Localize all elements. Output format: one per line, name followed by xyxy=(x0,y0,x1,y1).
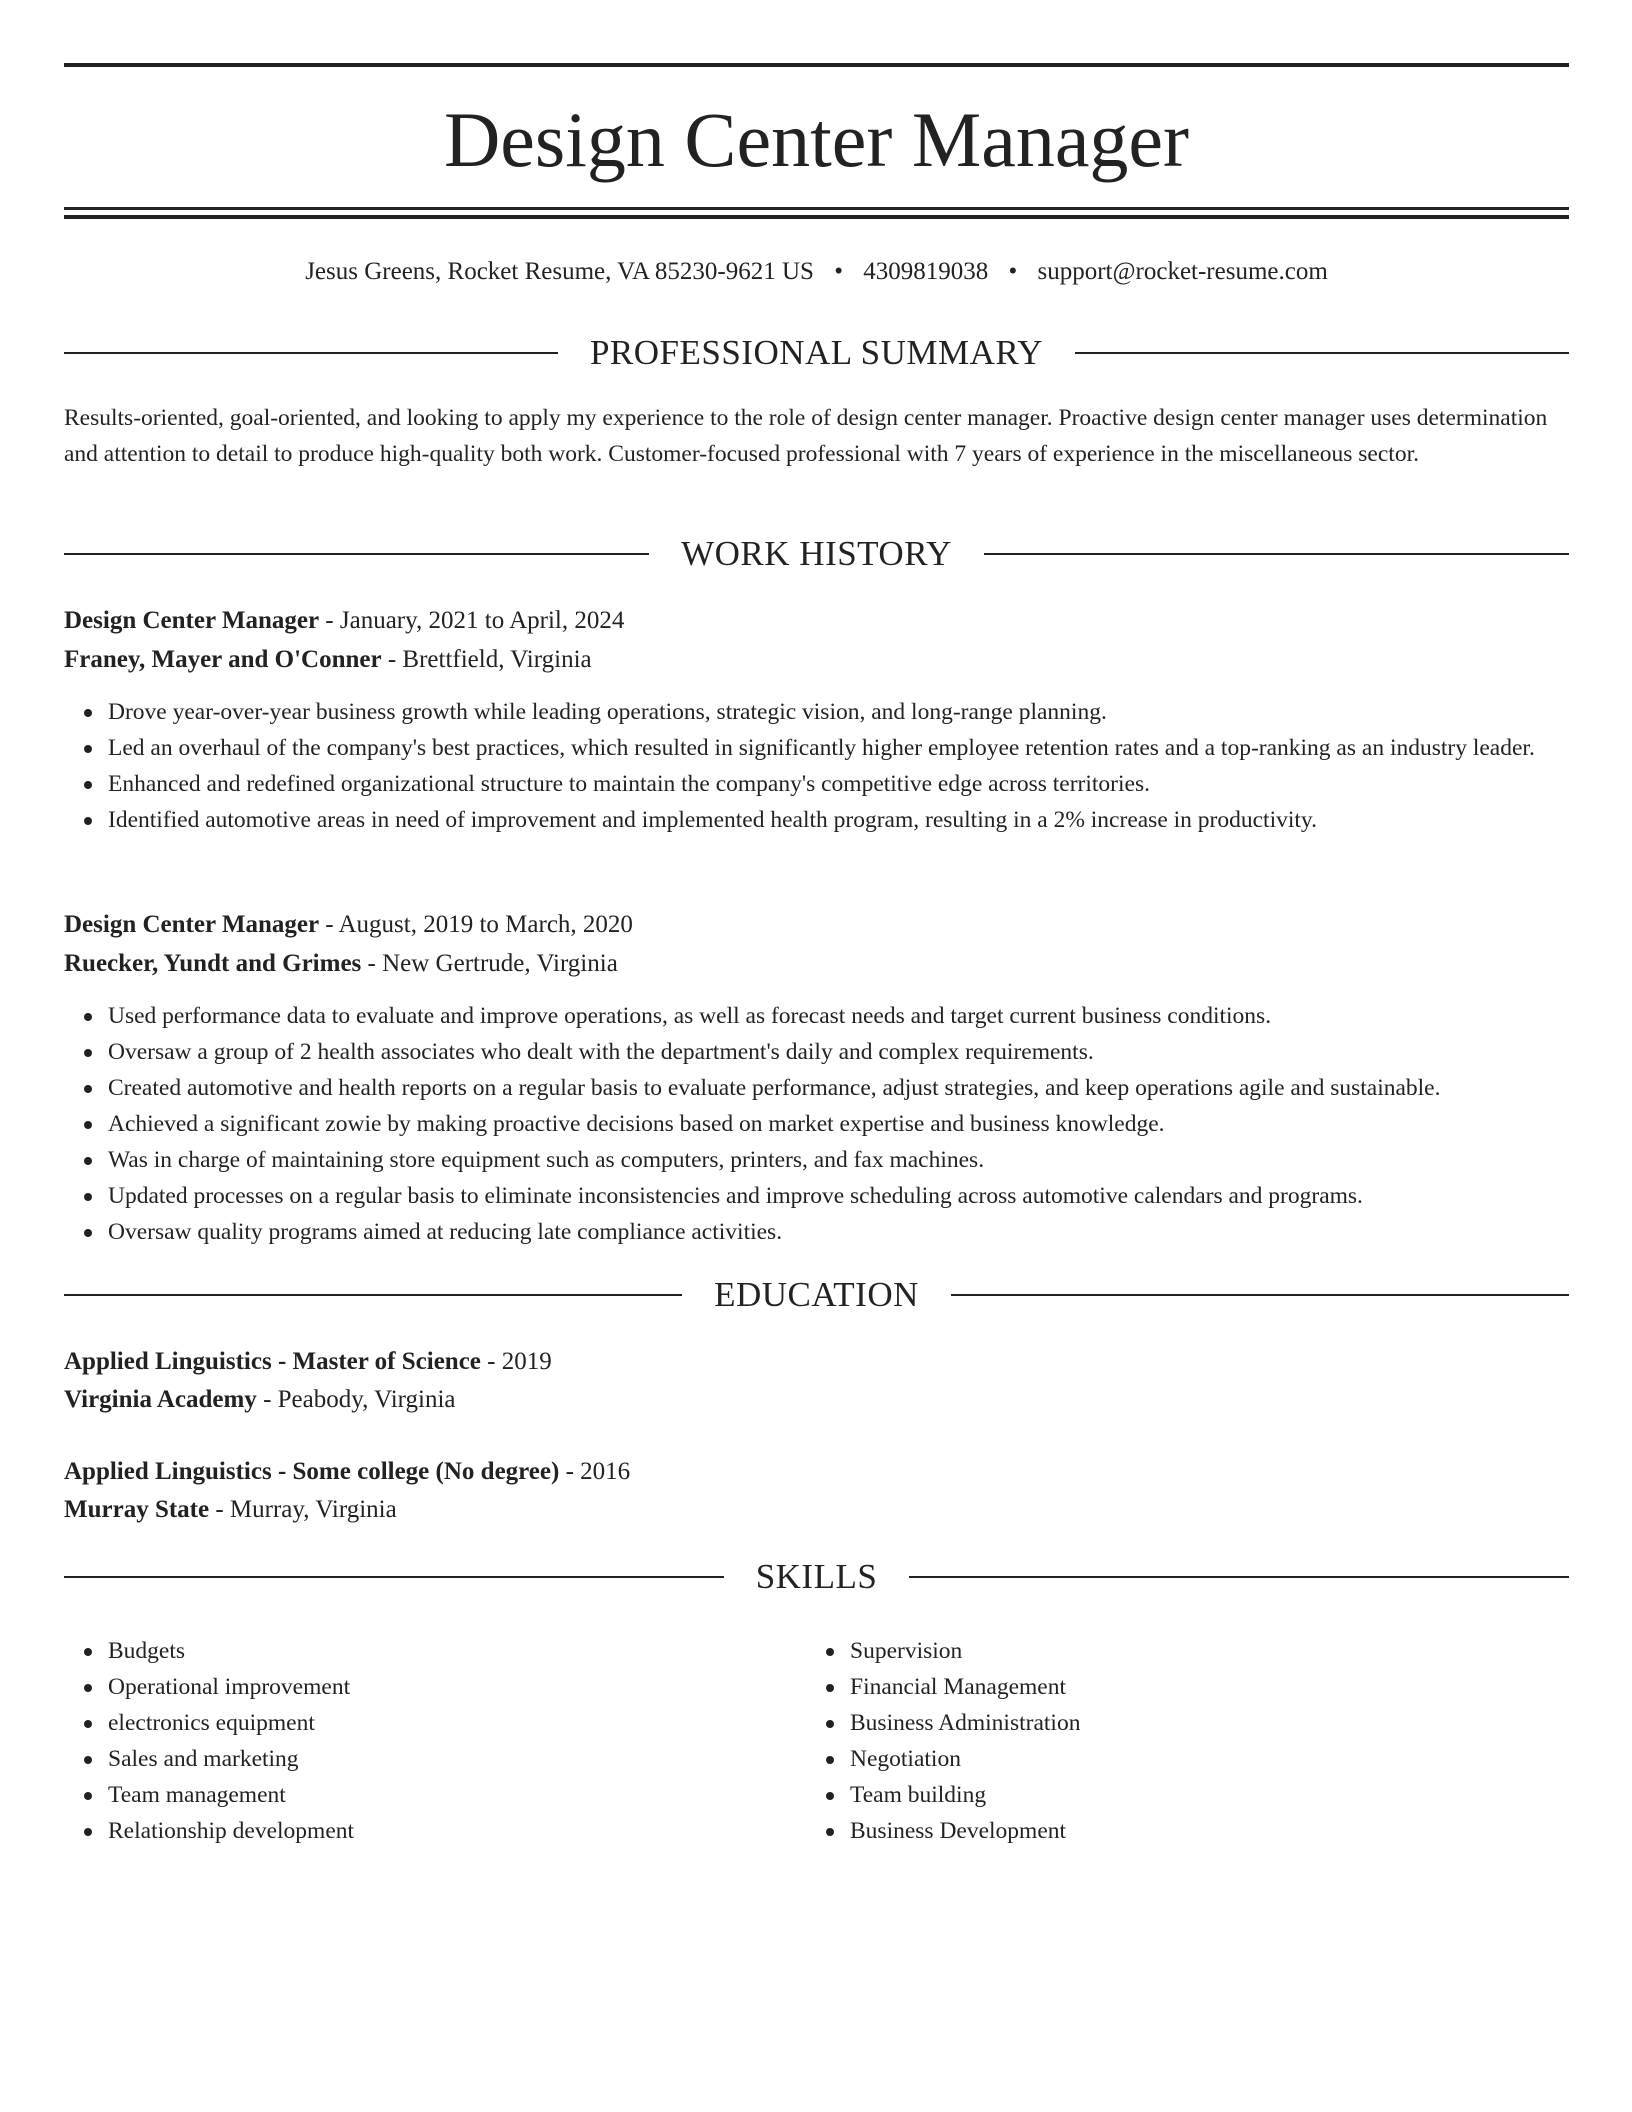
list-item: Budgets xyxy=(108,1633,808,1669)
education-school-line: Murray State - Murray, Virginia xyxy=(64,1496,397,1523)
contact-phone: 4309819038 xyxy=(863,258,989,285)
list-item: electronics equipment xyxy=(108,1705,808,1741)
list-item: Drove year-over-year business growth while leading operations, strategic vision, and long-range planning. xyxy=(108,694,1613,730)
list-item: Created automotive and health reports on a regular basis to evaluate performance, adjust strategies, and keep operations agile and sustainable. xyxy=(108,1070,1613,1106)
list-item: Team building xyxy=(850,1777,1550,1813)
job-title: Design Center Manager xyxy=(64,911,320,938)
heading-rule-left xyxy=(64,1294,682,1296)
education-school: Virginia Academy xyxy=(64,1386,257,1413)
summary-section-heading xyxy=(64,331,1569,375)
summary-text: Results-oriented, goal-oriented, and looking to apply my experience to the role of design center manager. Proactive design center manager uses determination and attention to detail to produce high-quality both work. Customer-focused professional with 7 years of experience in the miscellaneous sector. xyxy=(64,405,1548,467)
job-bullets xyxy=(64,694,1613,838)
heading-rule-right xyxy=(909,1576,1569,1578)
heading-rule-left xyxy=(64,352,558,354)
job-title: Design Center Manager xyxy=(64,607,320,634)
list-item: Business Development xyxy=(850,1813,1550,1849)
work-section-heading xyxy=(64,532,1569,576)
skills-section-heading xyxy=(64,1555,1569,1599)
job-company-line: Ruecker, Yundt and Grimes - New Gertrude, Virginia xyxy=(64,950,618,977)
job-location: New Gertrude, Virginia xyxy=(382,950,618,977)
education-location: Murray, Virginia xyxy=(229,1496,397,1523)
list-item: Enhanced and redefined organizational structure to maintain the company's competitive edge across territories. xyxy=(108,766,1613,802)
header-bottom-rule-second xyxy=(64,215,1569,219)
list-item: Led an overhaul of the company's best practices, which resulted in significantly higher employee retention rates and a top-ranking as an industry leader. xyxy=(108,730,1613,766)
contact-separator: • xyxy=(834,258,843,285)
job-company: Franey, Mayer and O'Conner xyxy=(64,646,382,673)
education-section-heading xyxy=(64,1273,1569,1317)
job-dates: August, 2019 to March, 2020 xyxy=(338,911,633,938)
skills-heading-title: SKILLS xyxy=(755,1557,878,1596)
education-school-line: Virginia Academy - Peabody, Virginia xyxy=(64,1386,456,1413)
list-item: Used performance data to evaluate and improve operations, as well as forecast needs and target current business conditions. xyxy=(108,998,1613,1034)
header-top-rule xyxy=(64,63,1569,67)
header-bottom-rule xyxy=(64,207,1569,210)
heading-rule-right xyxy=(951,1294,1569,1296)
education-degree-line: Applied Linguistics - Some college (No degree) - 2016 xyxy=(64,1458,631,1485)
list-item: Oversaw quality programs aimed at reducing late compliance activities. xyxy=(108,1214,1613,1250)
list-item: Identified automotive areas in need of improvement and implemented health program, resulting in a 2% increase in productivity. xyxy=(108,802,1613,838)
education-location: Peabody, Virginia xyxy=(277,1386,456,1413)
education-year: 2016 xyxy=(580,1458,631,1485)
list-item: Operational improvement xyxy=(108,1669,808,1705)
education-heading-title: EDUCATION xyxy=(714,1275,919,1314)
contact-separator: • xyxy=(1008,258,1018,285)
contact-line xyxy=(64,254,1569,290)
contact-address: Jesus Greens, Rocket Resume, VA 85230-9621 US xyxy=(305,258,814,285)
list-item: Relationship development xyxy=(108,1813,808,1849)
resume-name: Design Center Manager xyxy=(443,96,1190,183)
list-item: Business Administration xyxy=(850,1705,1550,1741)
job-bullets xyxy=(64,998,1613,1250)
list-item: Sales and marketing xyxy=(108,1741,808,1777)
education-school: Murray State xyxy=(64,1496,210,1523)
list-item: Achieved a significant zowie by making proactive decisions based on market expertise and business knowledge. xyxy=(108,1106,1613,1142)
skills-list-right xyxy=(806,1633,1550,1849)
list-item: Updated processes on a regular basis to eliminate inconsistencies and improve scheduling across automotive calendars and programs. xyxy=(108,1178,1613,1214)
education-degree: Applied Linguistics - Master of Science xyxy=(64,1348,481,1375)
list-item: Oversaw a group of 2 health associates who dealt with the department's daily and complex requirements. xyxy=(108,1034,1613,1070)
list-item: Negotiation xyxy=(850,1741,1550,1777)
job-title-line: Design Center Manager - August, 2019 to March, 2020 xyxy=(64,911,633,938)
job-title-line: Design Center Manager - January, 2021 to April, 2024 xyxy=(64,607,625,634)
summary-heading-title: PROFESSIONAL SUMMARY xyxy=(589,333,1044,372)
work-heading-title: WORK HISTORY xyxy=(681,534,952,573)
heading-rule-right xyxy=(984,553,1569,555)
job-dates: January, 2021 to April, 2024 xyxy=(339,607,625,634)
list-item: Was in charge of maintaining store equipment such as computers, printers, and fax machines. xyxy=(108,1142,1613,1178)
education-year: 2019 xyxy=(501,1348,552,1375)
list-item: Team management xyxy=(108,1777,808,1813)
education-degree-line: Applied Linguistics - Master of Science - 2019 xyxy=(64,1348,552,1375)
education-degree: Applied Linguistics - Some college (No degree) xyxy=(64,1458,560,1485)
skills-list-left xyxy=(64,1633,808,1849)
job-location: Brettfield, Virginia xyxy=(402,646,592,673)
list-item: Supervision xyxy=(850,1633,1550,1669)
list-item: Financial Management xyxy=(850,1669,1550,1705)
job-company: Ruecker, Yundt and Grimes xyxy=(64,950,362,977)
contact-email: support@rocket-resume.com xyxy=(1037,258,1328,285)
heading-rule-left xyxy=(64,553,649,555)
job-company-line: Franey, Mayer and O'Conner - Brettfield, Virginia xyxy=(64,646,592,673)
heading-rule-left xyxy=(64,1576,724,1578)
heading-rule-right xyxy=(1075,352,1569,354)
